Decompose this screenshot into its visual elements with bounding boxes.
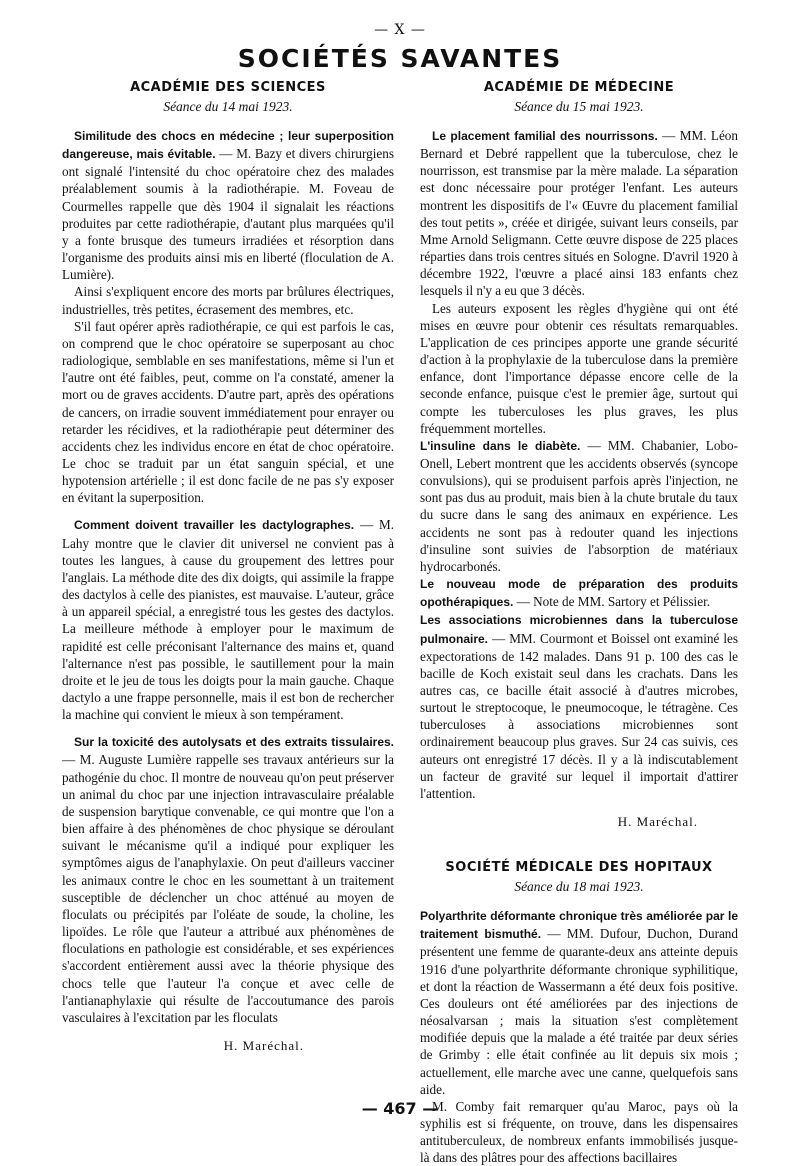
article-title: Comment doivent travailler les dactylographes. — [74, 518, 355, 533]
article-insuline — [420, 437, 738, 575]
left-column — [62, 80, 394, 1054]
article-title: Les associations microbiennes dans la tuberculose pulmonaire. — [420, 613, 738, 646]
article-title: Polyarthrite déformante chronique très améliorée par le traitement bismuthé. — [420, 909, 738, 942]
section-heading-academie-sciences: ACADÉMIE DES SCIENCES — [130, 80, 326, 95]
page-title: SOCIÉTÉS SAVANTES — [237, 44, 563, 73]
page-number: — 467 — — [361, 1099, 439, 1118]
article-text: — M. Lahy montre que le clavier dit universel ne convient pas à toutes les langues, à cause du groupement des lettres pour l'anglais. La méthode dite des dix doigts, qui assimile la frappe des dactylos à celle des pianistes, est mauvaise. L'auteur, grâce à un appareil spécial, a enregistré tous les gestes des dactylos. La meilleure méthode à employer pour le maximum de rapidité est celle préconisant l'alternance des mains et, quand l'alternance n'est pas possible, le sautillement pour la main droite et le jeu de tous les doigts pour la main gauche. Chaque dactylo a une frappe personnelle, mais il est bon de rechercher la machine qui convient le mieux à son tempérament. — [62, 517, 394, 723]
article-text: — MM. Courmont et Boissel ont examiné les expectorations de 142 malades. Dans 91 p. 100 des cas le bacille de Koch existait seul dans les crachats. Dans les autres cas, ce bacille était associé à d'autres microbes, surtout le streptocoque, le pneumocoque, le tétragène. Ces tuberculoses à associations microbiennes sont ordinairement beaucoup plus graves. Sur 24 cas suivis, ces auteurs ont enregistré 17 décès. Il y a là indiscutablement un facteur de gravité sur lequel il importait d'attirer l'attention. — [420, 630, 738, 801]
article-title: Le nouveau mode de préparation des produits opothérapiques. — [420, 577, 738, 610]
article-title: Sur la toxicité des autolysats et des extraits tissulaires. — [74, 735, 394, 750]
session-date: Séance du 18 mai 1923. — [514, 879, 644, 895]
article-text: — Note de MM. Sartory et Pélissier. — [513, 594, 711, 610]
article-placement-familial — [420, 127, 738, 300]
paragraph: S'il faut opérer après radiothérapie, ce qui est parfois le cas, on comprend que le choc opératoire se superposant au choc radiologique, semblable en ses manifestations, même si l'un et l'autre ont été faibles, peut, comme on l'a constaté, amener la mort ou de graves accidents. D'autre part, après des opérations de cancers, on irradie souvent immédiatement pour enrayer ou retarder les récidives, et la radiothérapie peut déterminer des accidents chez les individus encore en état de choc opératoire. Le choc se traduit par un état sanguin spécial, et une hypotension artérielle ; il est donc facile de ne pas s'y exposer en évitant la superposition. — [62, 318, 394, 506]
article-title: Similitude des chocs en médecine ; leur superposition dangereuse, mais évitable. — [62, 129, 394, 162]
article-text: — M. Auguste Lumière rappelle ses travaux antérieurs sur la pathogénie du choc. Il montre de nouveau qu'on peut préserver un animal du choc par une injection intravasculaire préalable de suspension barytique convenable, ce qui montre que l'on a bien affaire à des phénomènes de choc physique se déroulant suivant le mécanisme qu'il a indiqué pour expliquer les symptômes aigus de l'anaphylaxie. On peut d'ailleurs vacciner les animaux contre le choc en les soumettant à un traitement susceptible de déclencher un choc atténué au moyen de floculats ou précipités par l'oléate de soude, la choline, les lipoïdes. Le rôle que l'auteur a attribué aux phénomènes de floculations en pathologie est considérable, et ses expériences s'accordent entièrement aussi avec la théorie physique des chocs telle que l'auteur l'a conçue et avec celle de l'antianaphylaxie qui résulte de l'accoutumance des parois vasculaires à l'excitation par les floculats — [62, 752, 394, 1025]
session-date: Séance du 14 mai 1923. — [163, 99, 293, 114]
right-column — [420, 80, 738, 1166]
article-associations-microbiennes — [420, 611, 738, 802]
article-title: Le placement familial des nourrissons. — [432, 129, 658, 143]
session-date: Séance du 15 mai 1923. — [514, 99, 644, 114]
article-title: L'insuline dans le diabète. — [420, 438, 581, 453]
article-autolysats — [62, 733, 394, 1026]
paragraph: Ainsi s'expliquent encore des morts par brûlures électriques, industrielles, très petites, écrasement des membres, etc. — [62, 284, 394, 317]
article-produits-opotherapiques — [420, 575, 738, 611]
signature: H. Maréchal. — [223, 1037, 304, 1053]
article-text: — MM. Dufour, Duchon, Durand présentent une femme de quarante-deux ans atteinte depuis 1916 d'une polyarthrite déformante chronique syphilitique, et dont la réaction de Wassermann a été deux fois positive. Ces douleurs ont été améliorées par des injections de néosalvarsan ; mais la situation s'est complètement modifiée depuis que la malade a été traitée par deux séries de Grimby : elle était confinée au lit depuis six mois ; actuellement, elle marche avec une canne, quelquefois sans aide. — [420, 926, 738, 1097]
paragraph: M. Comby fait remarquer qu'au Maroc, pays où la syphilis est si fréquente, on trouve, dans les dispensaires antituberculeux, de nombreux enfants immobilisés jusque-là dans des plâtres pour des affections bacillaires — [420, 1098, 738, 1166]
paragraph: Les auteurs exposent les règles d'hygiène qui ont été mises en œuvre pour obtenir ces résultats remarquables. L'application de ces principes apporte une grande sécurité d'action à la prophylaxie de la tuberculose dans la première enfance, dont l'importance dépasse encore celle de la seconde enfance, puisque c'est le premier âge, surtout qui compte les tuberculoses les plus graves, les plus fréquemment mortelles. — [420, 300, 738, 436]
section-heading-academie-medecine: ACADÉMIE DE MÉDECINE — [483, 80, 675, 95]
roman-page-number: — X — — [374, 22, 426, 38]
section-heading-societe-medicale: SOCIÉTÉ MÉDICALE DES HOPITAUX — [445, 860, 713, 876]
signature: H. Maréchal. — [617, 814, 698, 830]
article-text: — M. Bazy et divers chirurgiens ont signalé l'intensité du choc opératoire chez des malades préalablement soumis à la radiothérapie. M. Foveau de Courmelles rappelle que dès 1904 il signalait les réactions produites par cette radiothérapie, d'autant plus marquées qu'il y a fonte brusque des tumeurs irradiées et résorption dans l'organisme des produits ainsi mis en liberté (floculation de A. Lumière). — [62, 146, 394, 283]
article-polyarthrite — [420, 907, 738, 1098]
article-text: — MM. Chabanier, Lobo-Onell, Lebert montrent que les accidents observés (syncope convulsions), qui se produisent parfois après l'injection, ne sont pas dus au produit, mais bien à la chute brutale du taux du sucre dans le sang des animaux en expérience. Les accidents ne sont pas à redouter quand les injections d'insuline sont suivies de l'absorption de matériaux hydrocarbonés. — [420, 437, 738, 574]
article-dactylographes — [62, 516, 394, 723]
article-chocs — [62, 127, 394, 283]
section-societe-medicale — [420, 860, 738, 1166]
article-text: — MM. Léon Bernard et Debré rappellent que la tuberculose, chez le nourrisson, est transmise par la mère malade. La séparation est donc nécessaire pour protéger l'enfant. Les auteurs montrent les dispositifs de l'« Œuvre du placement familial des tout petits », créée et dirigée, suivant leurs conseils, par Mme Arnold Seligmann. Cette œuvre dispose de 225 places réparties dans trois centres situés en Sologne. D'avril 1920 à décembre 1922, l'œuvre a placé ainsi 183 enfants chez lesquels il n'y a eu que 3 décès. — [420, 128, 738, 299]
